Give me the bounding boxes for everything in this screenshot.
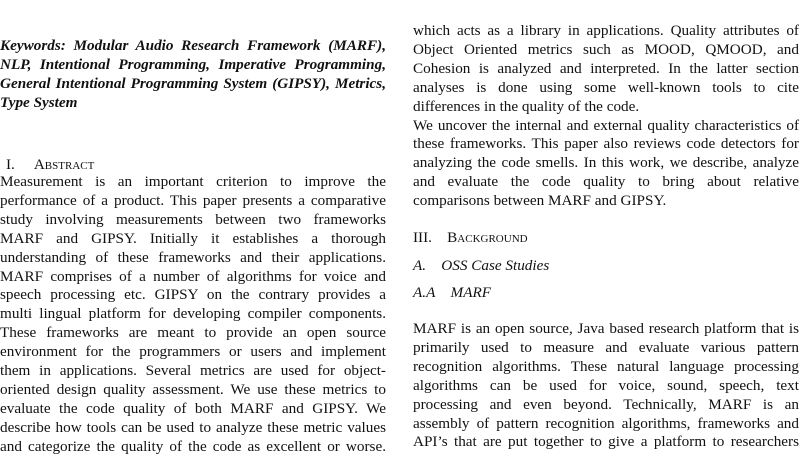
keywords-line: Type System	[0, 94, 78, 111]
text-line: MARF and GIPSY. Initially it establishes a thorough	[0, 229, 386, 247]
text-line: evaluate the code quality of both MARF and GIPSY. We	[0, 399, 386, 417]
text-line: MARF is an open source, Java based research platform that is	[413, 320, 799, 337]
text-line: API’s that are put together to give a platform to researchers	[413, 433, 799, 451]
text-line: assembly of pattern recognition algorithms, frameworks and	[413, 414, 799, 432]
text-line: differences in the quality of the code.	[413, 97, 640, 115]
text-line: We uncover the internal and external quality characteristics of	[413, 116, 799, 134]
text-line: describe how tools can be used to analyze these metric values	[0, 418, 386, 436]
text-line: and categorize the quality of the code as excellent or worse.	[0, 437, 386, 455]
section-number: III.	[413, 229, 432, 246]
text-line: study involving measurements between two frameworks	[0, 210, 386, 228]
section-number: I.	[6, 156, 15, 173]
text-line: processing and even beyond. Technically, MARF is an	[413, 395, 799, 413]
subsection-title: OSS Case Studies	[441, 257, 550, 274]
text-line: Measurement is an important criterion to improve the	[0, 173, 386, 190]
text-line: analyzing the code smells. In this work, we describe, analyze	[413, 154, 799, 172]
keywords-line: NLP, Intentional Programming, Imperative Programming,	[0, 56, 386, 73]
text-line: environment for the programmers or users and implement	[0, 343, 386, 361]
background-heading	[413, 228, 528, 247]
subsubsection-number: A.A	[413, 284, 436, 301]
text-line: Cohesion is analyzed and interpreted. In the latter section	[413, 59, 799, 77]
section-title: Abstract	[33, 156, 95, 173]
text-line: MARF comprises of a number of algorithms for voice and	[0, 267, 386, 285]
text-line: primarily used to measure and evaluate various pattern	[413, 338, 799, 356]
section-title: Background	[447, 229, 528, 246]
text-line: and evaluate the code quality to bring about relative	[413, 173, 799, 191]
text-line: algorithms can be used for voice, sound, speech, text	[413, 376, 799, 394]
text-line: comparisons between MARF and GIPSY.	[413, 192, 667, 210]
text-line: which acts as a library in applications. Quality attributes of	[413, 22, 799, 39]
text-line: Object Oriented metrics such as MOOD, QMOOD, and	[413, 40, 799, 58]
subsection-number: A.	[413, 257, 427, 274]
text-line: oriented design quality assessment. We use these metrics to	[0, 380, 386, 398]
text-line: these frameworks. This paper also reviews code detectors for	[413, 135, 799, 153]
text-line: speech processing etc. GIPSY on the contrary provides a	[0, 286, 386, 304]
subsection-heading	[413, 256, 549, 275]
keywords-line: General Intentional Programming System (GIPSY), Metrics,	[0, 75, 386, 92]
subsubsection-title: MARF	[450, 284, 492, 301]
text-line: These frameworks are meant to provide an open source	[0, 324, 386, 342]
text-line: multi lingual platform for developing compiler components.	[0, 305, 386, 323]
text-line: them in applications. Several metrics are used for object-	[0, 362, 386, 379]
keywords-line: Keywords: Modular Audio Research Framework (MARF),	[0, 37, 386, 54]
text-line: performance of a product. This paper presents a comparative	[0, 191, 386, 209]
subsubsection-heading	[413, 283, 491, 302]
text-line: recognition algorithms. These natural language processing	[413, 357, 799, 375]
text-line: understanding of these frameworks and their applications.	[0, 248, 386, 266]
text-line: analyses is done using some well-known tools to cite	[413, 78, 799, 96]
